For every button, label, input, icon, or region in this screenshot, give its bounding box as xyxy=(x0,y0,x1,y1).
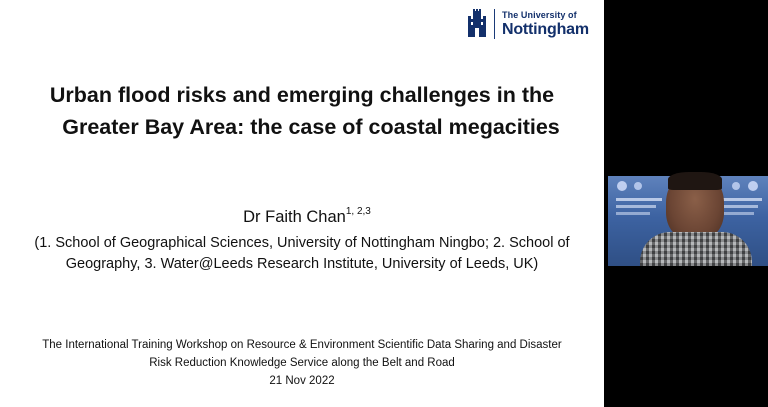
author-name: Dr Faith Chan xyxy=(243,208,346,226)
workshop-date: 21 Nov 2022 xyxy=(269,375,335,387)
logo-text xyxy=(502,11,589,38)
university-logo xyxy=(466,6,592,42)
affiliations-line1: (1. School of Geographical Sciences, University of Nottingham Ningbo; 2. School of xyxy=(34,235,570,251)
author-superscript: 1, 2,3 xyxy=(345,206,371,217)
workshop-info xyxy=(0,336,604,390)
slide-title xyxy=(0,79,604,143)
university-crest-icon xyxy=(466,9,488,39)
slide-title-line1: Urban flood risks and emerging challenges in the xyxy=(49,83,555,107)
affiliations-line2: Geography, 3. Water@Leeds Research Institute, University of Leeds, UK) xyxy=(65,256,539,272)
author xyxy=(0,206,604,227)
presenter-shirt xyxy=(640,232,752,266)
workshop-line1: The International Training Workshop on Resource & Environment Scientific Data Sharing and Disaster xyxy=(42,339,562,351)
logo-line1: The University of xyxy=(502,9,577,20)
logo-line2: Nottingham xyxy=(502,20,589,38)
affiliations xyxy=(0,233,604,275)
logo-divider xyxy=(494,9,495,39)
slide-title-line2: Greater Bay Area: the case of coastal megacities xyxy=(62,115,560,139)
workshop-line2: Risk Reduction Knowledge Service along the Belt and Road xyxy=(149,357,455,369)
presenter-hair xyxy=(668,172,722,190)
